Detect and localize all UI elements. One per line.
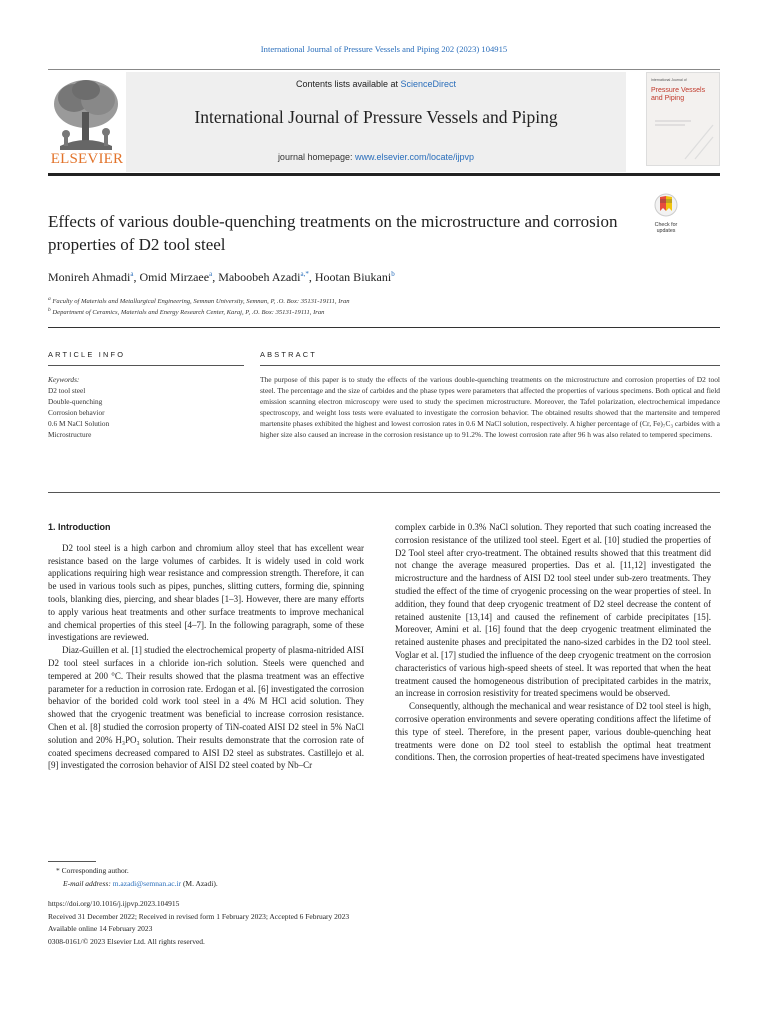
body-paragraph: D2 tool steel is a high carbon and chromium alloy steel that has excellent wear resistance based on the large volumes of carbides. It is widely used in cold work applications requiring high wear resistance and compression strength. Therefore, it can be used in various tools such as pipes, punches, slitting cutters, forming die, spinning tools, blanking dies, piercing, and shear blades [1–3]. However, there are many efforts to apply various heat treatments and other surface treatments to improve mechanical and chemical properties of this steel [4–7]. In the following paragraph, some of these investigations are reviewed. <box>48 542 364 643</box>
cover-decoration <box>651 113 715 161</box>
author-name[interactable]: Hootan Biukani <box>314 270 392 284</box>
abstract-heading: ABSTRACT <box>260 350 318 359</box>
section-heading-introduction: 1. Introduction <box>48 522 111 532</box>
affiliation-b <box>48 307 324 316</box>
corresponding-author-note: * Corresponding author. <box>56 866 129 875</box>
article-info-heading: ARTICLE INFO <box>48 350 126 359</box>
masthead-bottom-rule <box>48 173 720 176</box>
check-for-updates-badge[interactable] <box>648 193 684 234</box>
email-label: E-mail address: <box>63 879 113 888</box>
sciencedirect-link[interactable]: ScienceDirect <box>400 79 457 89</box>
cover-small-text: International Journal of <box>651 78 687 82</box>
author-affil-sup[interactable]: a,* <box>300 270 309 278</box>
keywords-label: Keywords: <box>48 375 80 384</box>
journal-banner <box>126 72 626 172</box>
author-separator: , <box>212 270 219 284</box>
keyword: 0.6 M NaCl Solution <box>48 419 110 428</box>
author-affil-sup[interactable]: a <box>209 270 213 278</box>
keywords-block <box>48 374 109 440</box>
keyword: Double-quenching <box>48 397 103 406</box>
abstract-rule <box>260 365 720 366</box>
affiliation-sup: a <box>48 296 51 302</box>
body-paragraph: Diaz-Guillen et al. [1] studied the electrochemical property of plasma-nitrided AISI D2 tool steel surfaces in a chloride ion-rich solution. Steels were quenched and tempered at 200 °C. Their results showed that the plasma treatment was an effective parameter for a reduction in corrosion rate. Erdogan et al. [6] investigated the corrosion behavior of the borided cold work tool steel in a 4% M HCl acid solution. They showed that the cryogenic treatment was beneficial to increase corrosion resistance. Chen et al. [8] studied the corrosion property of TiN-coated AISI D2 steel in 5% NaCl solution and 20% H₃PO₃ solution. Their results demonstrate that the corrosion rate of coated specimens decreased compared to AISI D2 steel as substrates. Castillejo et al. [9] investigated the corrosion behavior of AISI D2 steel coated by Nb–Cr <box>48 645 364 771</box>
body-column-right <box>395 521 711 764</box>
article-info-rule <box>48 365 244 366</box>
publisher-wordmark: ELSEVIER <box>50 151 124 167</box>
article-title: Effects of various double-quenching treatments on the microstructure and corrosion properties of D2 tool steel <box>48 212 618 254</box>
homepage-line <box>126 152 626 162</box>
body-column-left <box>48 521 364 772</box>
copyright-line: 0308-0161/© 2023 Elsevier Ltd. All rights reserved. <box>48 937 205 946</box>
author-separator: , <box>133 270 140 284</box>
available-online: Available online 14 February 2023 <box>48 924 153 933</box>
author-affil-sup[interactable]: b <box>391 270 395 278</box>
cover-title <box>651 87 705 103</box>
running-header[interactable]: International Journal of Pressure Vessels and Piping 202 (2023) 104915 <box>260 44 508 54</box>
badge-line1: Check for <box>654 222 678 228</box>
badge-label <box>648 222 684 234</box>
keyword: Corrosion behavior <box>48 408 105 417</box>
affiliation-rule <box>48 327 720 328</box>
received-dates: Received 31 December 2022; Received in revised form 1 February 2023; Accepted 6 February 2023 <box>48 912 350 921</box>
email-link[interactable]: m.azadi@semnan.ac.ir <box>112 879 182 888</box>
affiliation-text: Faculty of Materials and Metallurgical Engineering, Semnan University, Semnan, P, .O. Box: 35131-19111, Iran <box>52 298 350 306</box>
affiliation-sup: b <box>48 307 51 313</box>
body-paragraph: Consequently, although the mechanical and wear resistance of D2 tool steel is high, corrosive operation environments and severe operating conditions affect the lifetime of this type of steel. Therefore, in the present paper, various double-quenching heat treatments were done on D2 tool steel to establish the optimal heat treatment conditions. Then, the corrosion properties of heat-treated specimens have investigated <box>395 701 711 763</box>
masthead-top-rule <box>48 69 720 70</box>
author-affil-sup[interactable]: a <box>130 270 134 278</box>
badge-line2: updates <box>656 228 676 234</box>
homepage-prefix: journal homepage: <box>277 152 355 162</box>
keyword: Microstructure <box>48 430 92 439</box>
cover-title-line1: Pressure Vessels <box>651 87 706 94</box>
email-suffix: (M. Azadi). <box>181 879 218 888</box>
affiliation-text: Department of Ceramics, Materials and Energy Research Center, Karaj, P, .O. Box: 35131-19111, Iran <box>52 309 325 317</box>
abstract-bottom-rule <box>48 492 720 493</box>
author-name[interactable]: Maboobeh Azadi <box>218 270 301 284</box>
journal-cover-thumbnail[interactable] <box>646 72 720 166</box>
contents-prefix: Contents lists available at <box>295 79 401 89</box>
contents-line <box>126 79 626 89</box>
cover-title-line2: and Piping <box>651 95 685 102</box>
author-name[interactable]: Omid Mirzaee <box>139 270 210 284</box>
journal-title[interactable]: International Journal of Pressure Vessels and Piping <box>194 107 558 127</box>
author-separator: , <box>308 270 315 284</box>
affiliation-a <box>48 296 350 305</box>
journal-masthead <box>48 72 720 172</box>
author-list <box>48 270 395 285</box>
bookmark-icon <box>648 193 684 217</box>
author-name[interactable]: Monireh Ahmadi <box>48 270 131 284</box>
abstract-text: The purpose of this paper is to study the effects of the various double-quenching treatments on the microstructure and corrosion properties of D2 tool steel. The percentage and the size of carbides and the phase types were parameters that affected the properties of various specimens. Both optical and field emission scanning electron microscopy were used to study the specimen microstructure. Moreover, the Tafel polarization, electrochemical impedance spectroscopy, and weight loss tests were evaluated to investigate the corrosion behavior. The obtained results showed that the martensite and tempered martensite phases exhibited the highest and lowest corrosion rates in 0.6 M NaCl solution, respectively. A higher percentage of (Cr, Fe)₇C₃ carbides with a higher size also caused an increase in the corrosion resistance up to 91.2%. The lowest corrosion rate after 96 h was also related to tempered specimens. <box>260 375 720 439</box>
doi-link[interactable]: https://doi.org/10.1016/j.ijpvp.2023.104915 <box>48 899 180 908</box>
email-note <box>63 879 218 888</box>
body-paragraph: complex carbide in 0.3% NaCl solution. They reported that such coating increased the corrosion resistance of the utilized tool steel. Egert et al. [10] studied the properties of D2 Tool steel after cryo-treatment. The obtained results showed that this treatment did not change the average measured properties. Das et al. [11,12] investigated the microstructure and the hardness of AISI D2 tool steel under sub-zero treatments. They studied the effect of the time of cryogenic processing on the wear properties of steel. In addition, they found that deep cryogenic treatment of D2 steel decrease the content of retained austenite [13,14] and caused the refinement of carbide precipitates [15]. Moreover, Amini et al. [16] found that the deep cryogenic treatment eliminated the retained austenite phases and precipitated the nano-sized carbides in the D2 tool steel. Voglar et al. [17] studied the influence of the deep cryogenic treatment on the corrosion characteristics of various high-speed sheets of steel. It was reported that when the heat treatment caused the homogeneous distribution of precipitated carbides in the matrix, an increase in corrosion resistivity for treated specimens would be observed. <box>395 522 711 699</box>
keyword: D2 tool steel <box>48 386 86 395</box>
footnote-rule <box>48 861 96 862</box>
journal-homepage-link[interactable]: www.elsevier.com/locate/ijpvp <box>355 152 475 162</box>
